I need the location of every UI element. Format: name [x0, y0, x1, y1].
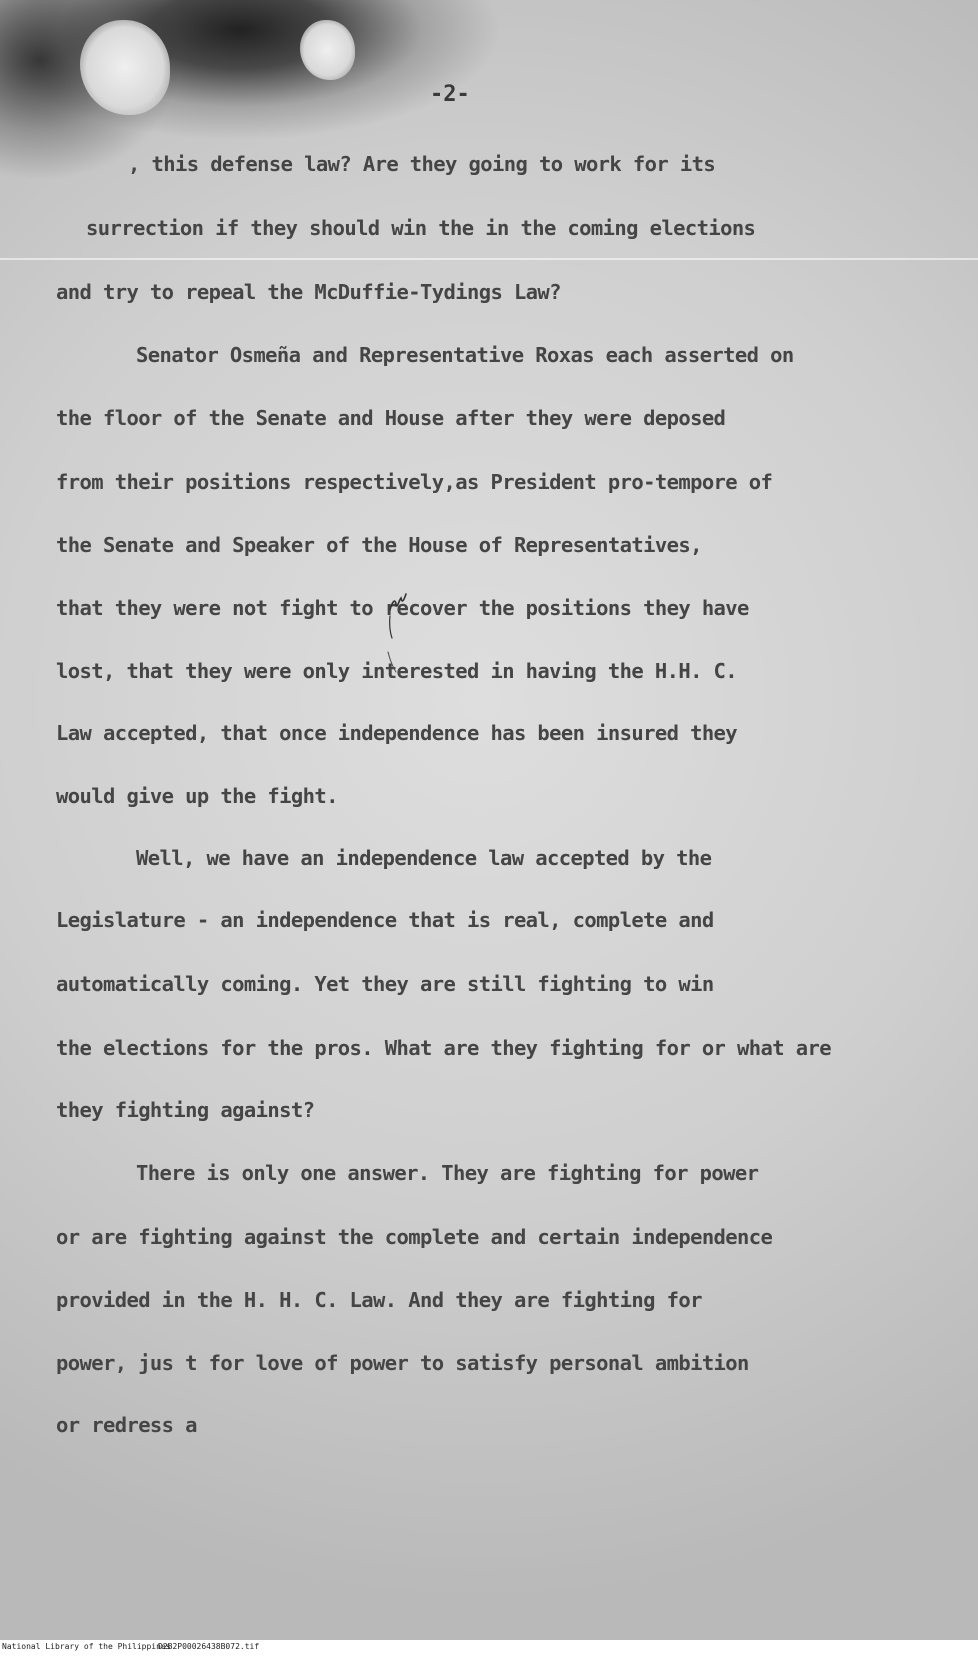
text-line: the Senate and Speaker of the House of Representatives,	[56, 533, 702, 557]
burn-damage	[80, 20, 170, 115]
text-line: Legislature - an independence that is real, complete and	[56, 908, 714, 932]
footer-library-name: National Library of the Philippines	[2, 1642, 171, 1651]
text-line: automatically coming. Yet they are still fighting to win	[56, 972, 714, 996]
handwritten-annotation	[386, 590, 412, 680]
text-line: the elections for the pros. What are they fighting for or what are	[56, 1036, 831, 1060]
text-line: Senator Osmeña and Representative Roxas each asserted on	[136, 343, 794, 367]
text-line: the floor of the Senate and House after they were deposed	[56, 406, 726, 430]
text-line: There is only one answer. They are fighting for power	[136, 1161, 759, 1185]
text-line: provided in the H. H. C. Law. And they are fighting for	[56, 1288, 702, 1312]
text-line: Well, we have an independence law accepted by the	[136, 846, 712, 870]
text-line: or are fighting against the complete and certain independence	[56, 1225, 773, 1249]
scan-footer	[0, 1640, 978, 1658]
page-number: -2-	[430, 82, 470, 107]
text-line: and try to repeal the McDuffie-Tydings Law?	[56, 280, 561, 304]
burn-damage	[300, 20, 355, 80]
text-line: , this defense law? Are they going to work for its	[128, 152, 716, 176]
text-line: from their positions respectively,as President pro-tempore of	[56, 470, 773, 494]
footer-file-name: D2B2P00026438B072.tif	[158, 1642, 260, 1651]
text-line: or redress a	[56, 1413, 197, 1437]
text-line: would give up the fight.	[56, 784, 338, 808]
text-line: that they were not fight to recover the positions they have	[56, 596, 749, 620]
text-line: power, jus t for love of power to satisfy personal ambition	[56, 1351, 749, 1375]
text-line: lost, that they were only interested in having the H.H. C.	[56, 659, 738, 683]
text-line: they fighting against?	[56, 1098, 315, 1122]
text-line: Law accepted, that once independence has been insured they	[56, 721, 738, 745]
scan-artifact-line	[0, 258, 978, 260]
text-line: surrection if they should win the in the coming elections	[86, 216, 756, 240]
